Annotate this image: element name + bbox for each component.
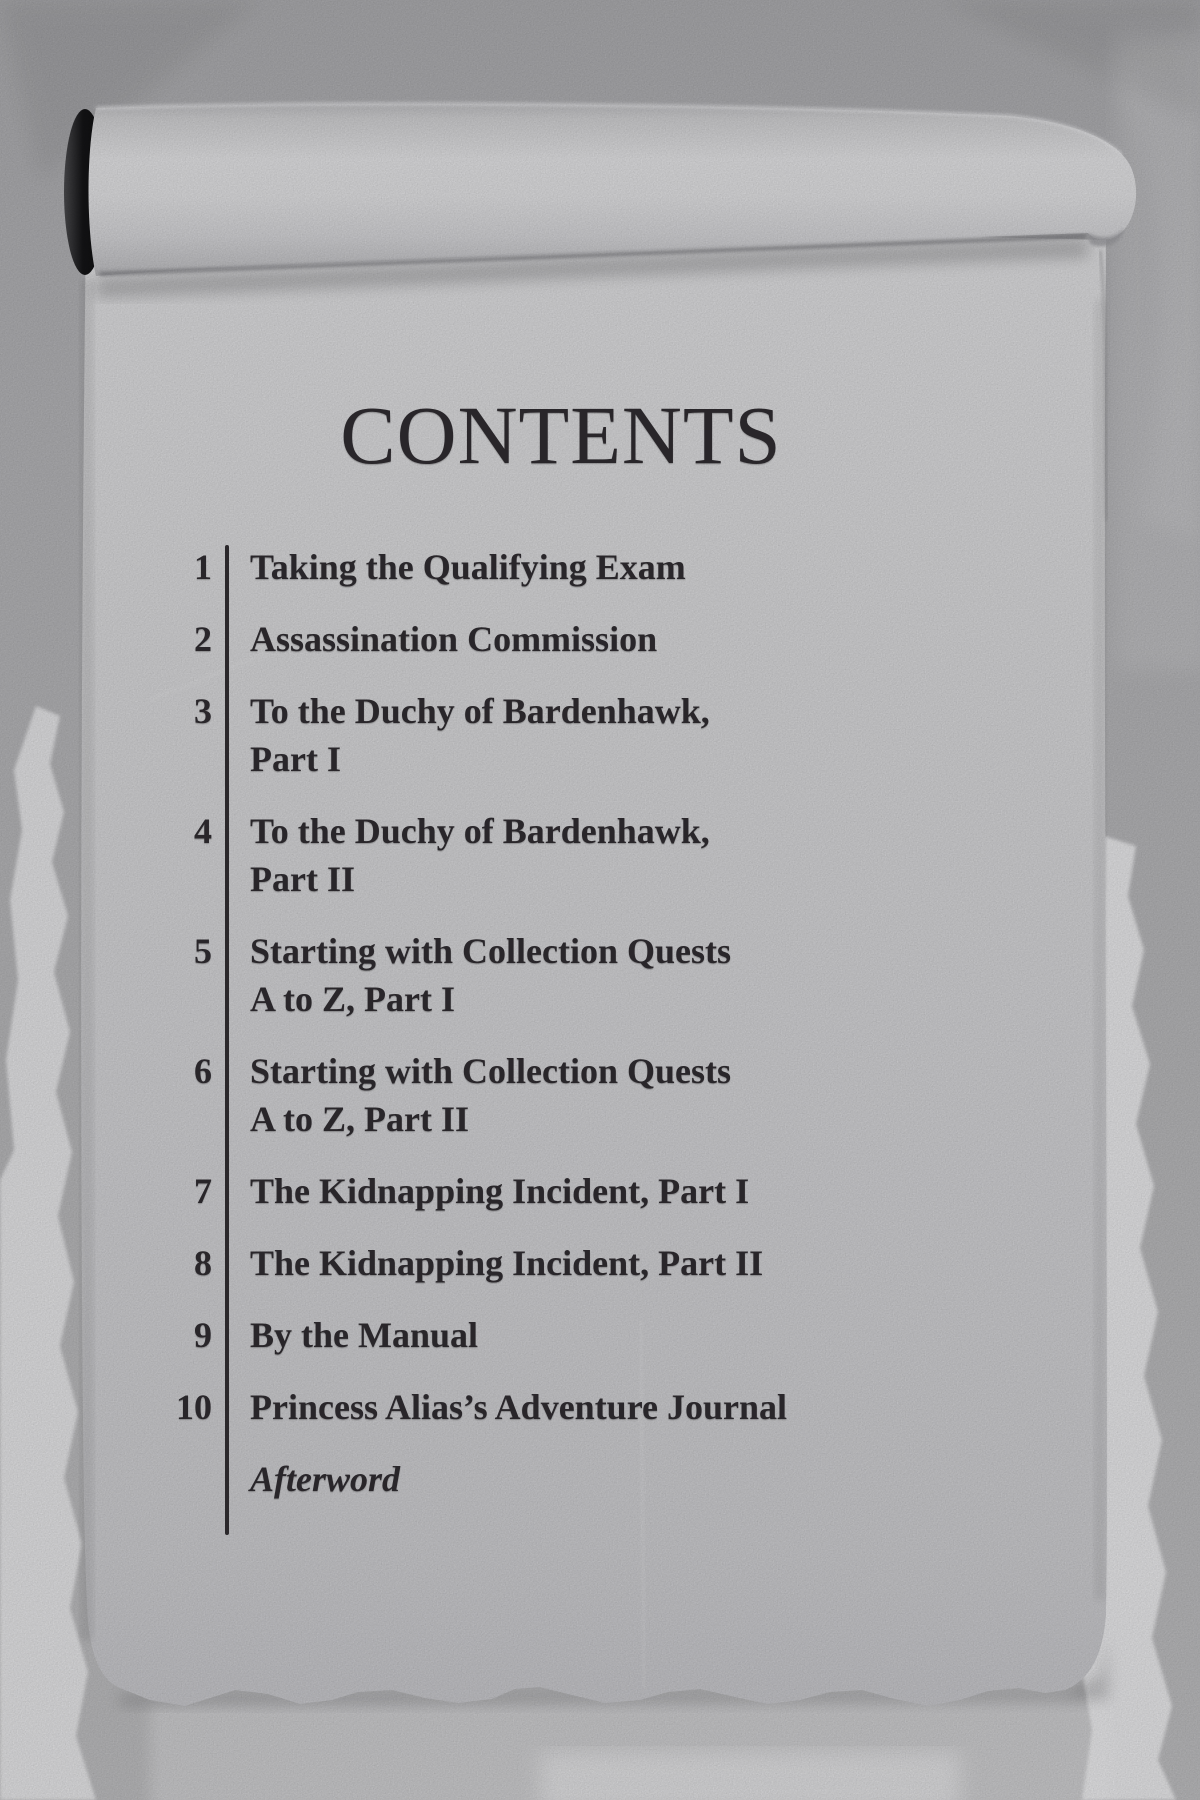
contents-list — [0, 543, 1100, 1527]
toc-entry — [0, 1167, 1100, 1215]
toc-entry-line: A to Z, Part II — [250, 1099, 469, 1139]
toc-entry — [0, 687, 1100, 783]
toc-entry-title — [250, 1311, 478, 1359]
toc-entry-line: By the Manual — [250, 1315, 479, 1355]
toc-entry-title — [250, 927, 731, 1023]
toc-entry — [0, 927, 1100, 1023]
toc-entry-line: Starting with Collection Quests — [250, 1051, 731, 1091]
toc-entry-line: The Kidnapping Incident, Part I — [250, 1171, 750, 1211]
toc-entry-line: To the Duchy of Bardenhawk, — [250, 691, 710, 731]
toc-entry-number: 1 — [194, 547, 212, 587]
toc-entry-title — [250, 1167, 749, 1215]
toc-entry-title — [250, 807, 710, 903]
toc-entry-title — [250, 543, 686, 591]
toc-entry-line: Part I — [250, 739, 341, 779]
toc-entry-title — [250, 687, 710, 783]
toc-entry-number: 4 — [194, 811, 212, 851]
toc-entry-line: Starting with Collection Quests — [250, 931, 731, 971]
toc-entry-title — [250, 1047, 731, 1143]
toc-entry-line: To the Duchy of Bardenhawk, — [250, 811, 710, 851]
toc-entry-line: Princess Alias’s Adventure Journal — [250, 1387, 788, 1427]
toc-entry-title — [250, 615, 657, 663]
toc-entry — [0, 1047, 1100, 1143]
toc-entry-title — [250, 1383, 787, 1431]
toc-entry-line: A to Z, Part I — [250, 979, 455, 1019]
toc-entry-number: 5 — [194, 931, 212, 971]
page-title: CONTENTS — [340, 389, 782, 481]
toc-entry-number: 10 — [176, 1387, 212, 1427]
toc-afterword — [0, 1455, 1100, 1503]
toc-entry-line: Assassination Commission — [250, 619, 658, 659]
toc-entry — [0, 1311, 1100, 1359]
toc-entry-number: 8 — [194, 1243, 212, 1283]
toc-entry-line: Part II — [250, 859, 355, 899]
toc-entry-title: Afterword — [250, 1459, 401, 1499]
toc-entry-number: 6 — [194, 1051, 212, 1091]
toc-entry — [0, 615, 1100, 663]
toc-entry-number: 2 — [194, 619, 212, 659]
toc-entry — [0, 1239, 1100, 1287]
toc-entry-line: The Kidnapping Incident, Part II — [250, 1243, 764, 1283]
toc-entry — [0, 807, 1100, 903]
toc-entry-number: 9 — [194, 1315, 212, 1355]
toc-entry-number: 7 — [194, 1171, 212, 1211]
toc-entry-number: 3 — [194, 691, 212, 731]
toc-entry — [0, 1383, 1100, 1431]
toc-entry — [0, 543, 1100, 591]
toc-entry-title — [250, 1239, 763, 1287]
toc-entry-line: Taking the Qualifying Exam — [250, 547, 686, 587]
